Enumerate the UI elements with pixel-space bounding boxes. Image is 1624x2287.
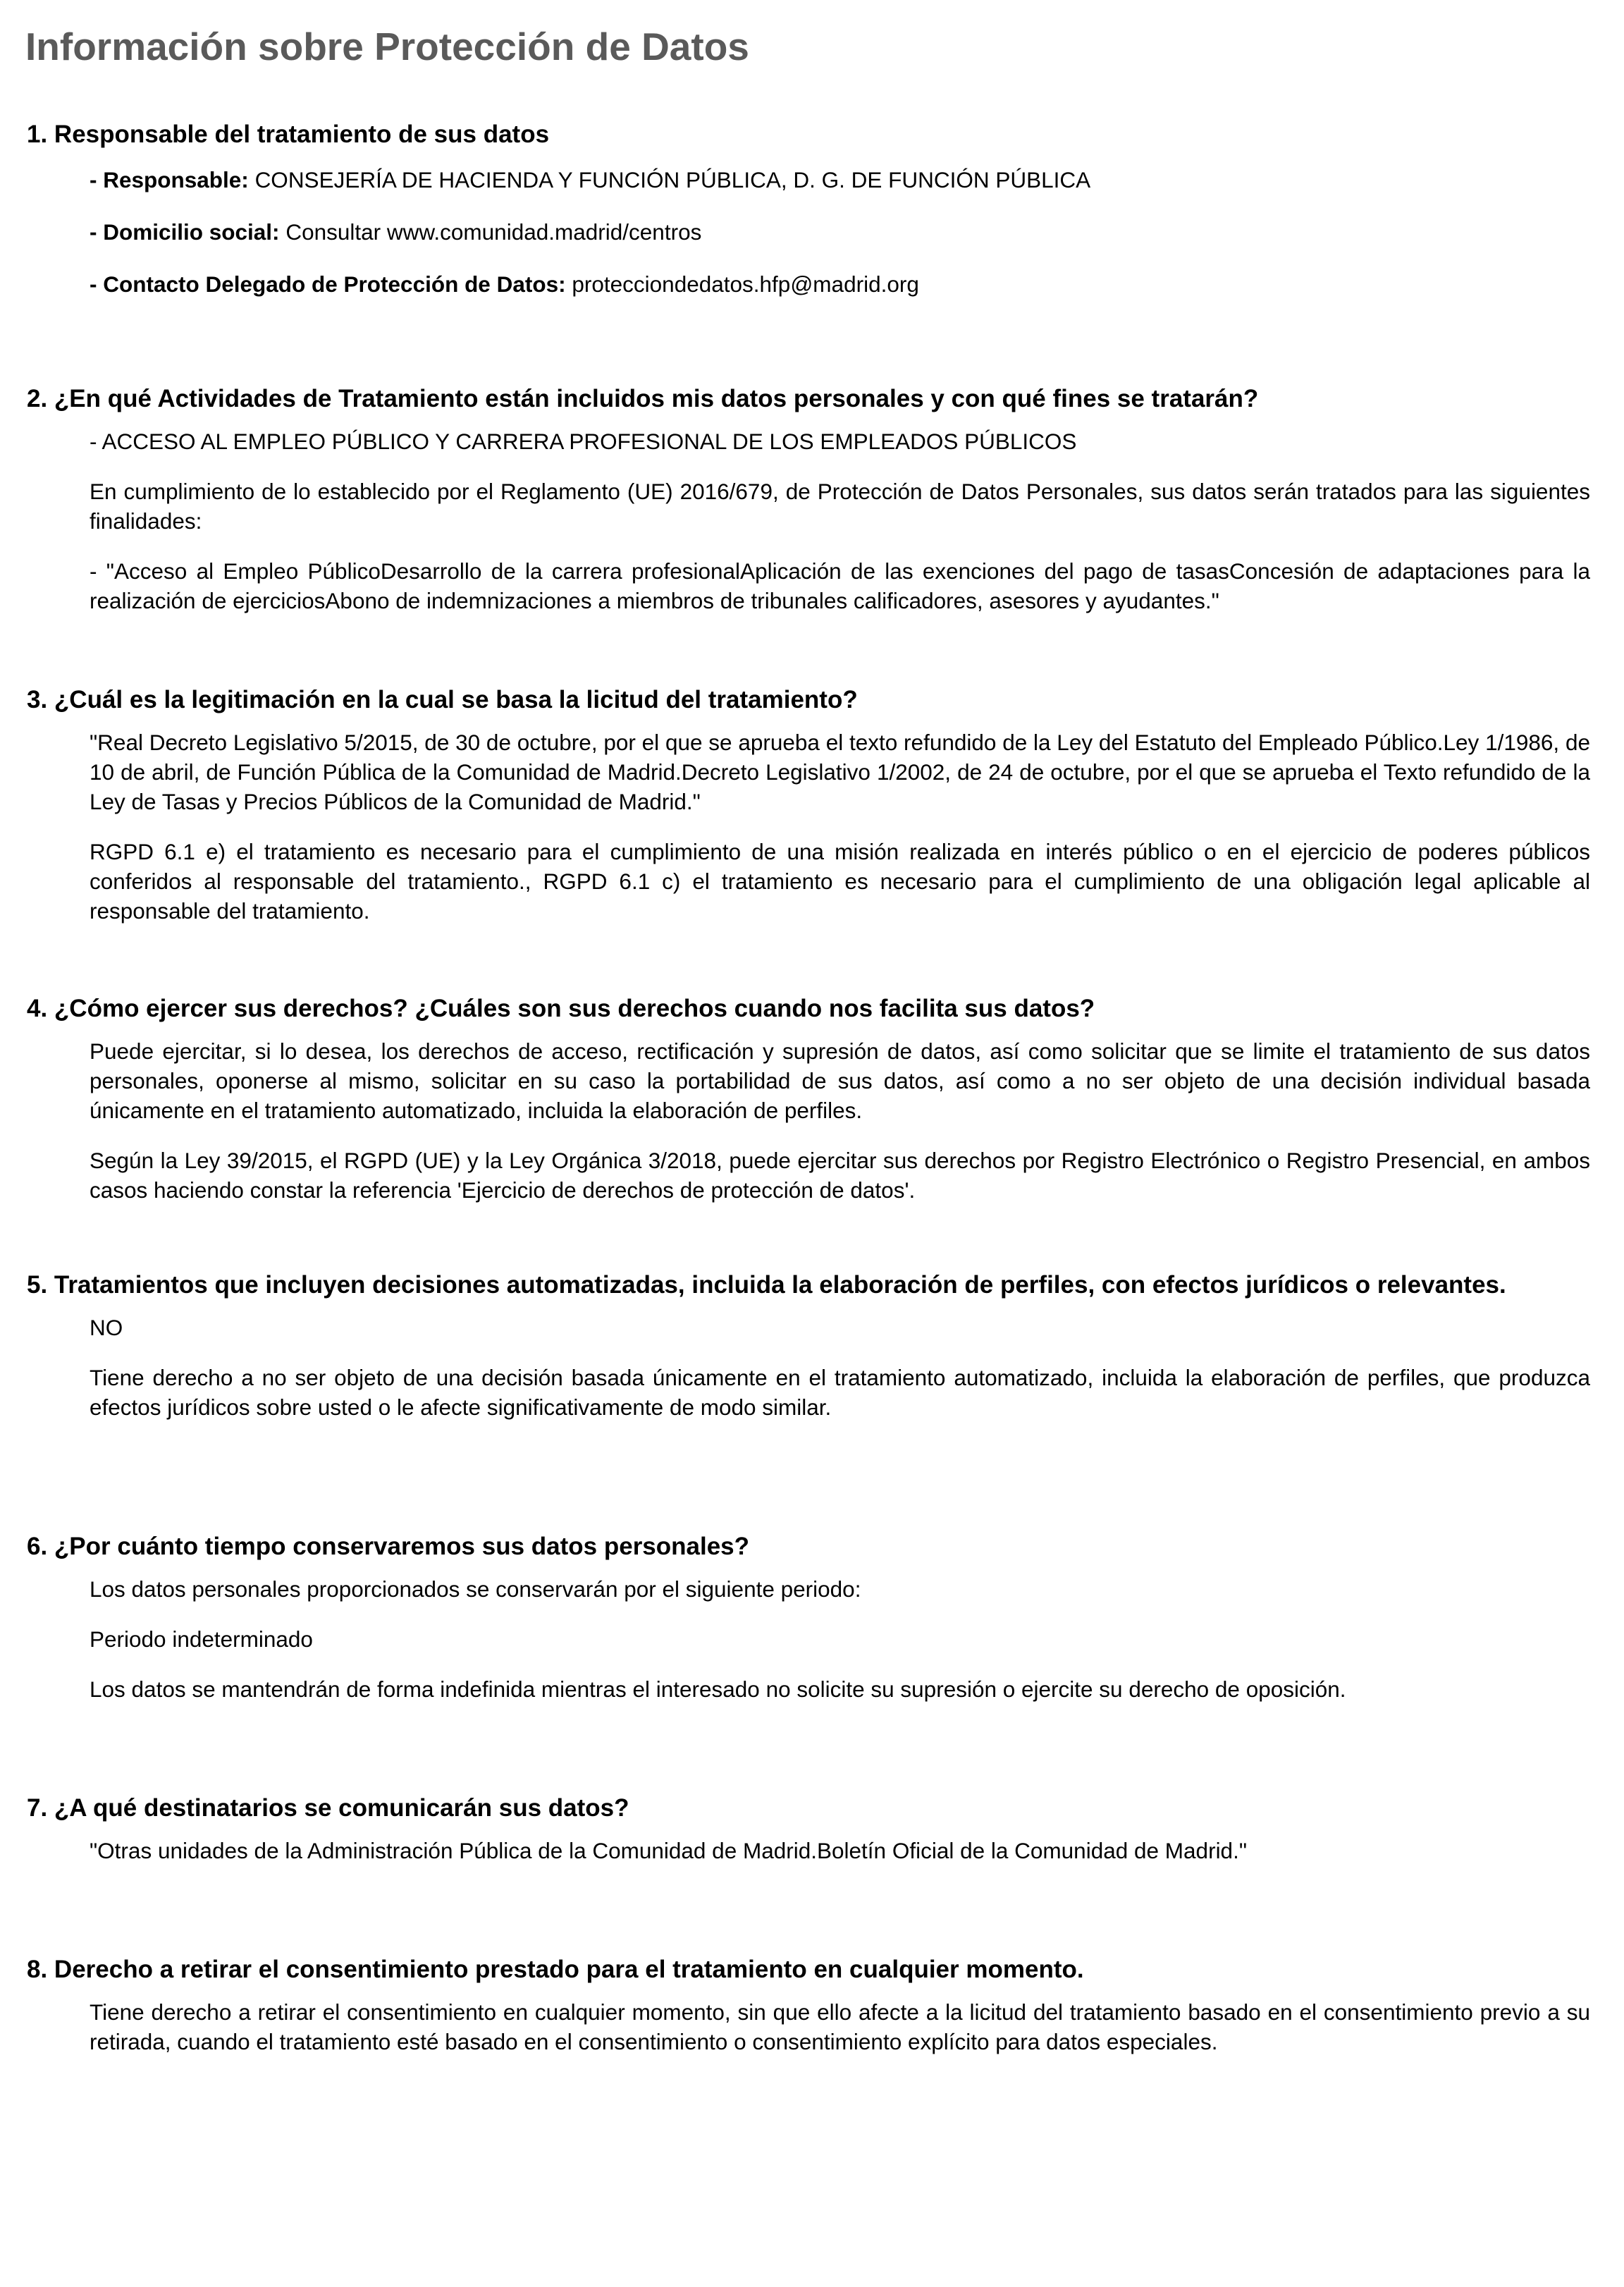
section-responsable: [27, 118, 1590, 299]
section-decisiones-automatizadas: [27, 1269, 1590, 1422]
domicilio-line: [90, 217, 1590, 247]
section-body: [90, 728, 1590, 926]
section-body: [90, 165, 1590, 299]
contacto-dpd-email: protecciondedatos.hfp@madrid.org: [572, 271, 919, 297]
section-heading: 2. ¿En qué Actividades de Tratamiento están incluidos mis datos personales y con qué fines se tratarán?: [27, 385, 1259, 412]
decision-automatizada-derecho: Tiene derecho a no ser objeto de una decisión basada únicamente en el tratamiento automatizado, incluida la elaboración de perfiles, que produzca efectos jurídicos sobre usted o le afecte significativamente de modo similar.: [90, 1365, 1590, 1420]
section-heading: 5. Tratamientos que incluyen decisiones automatizadas, incluida la elaboración de perfiles, con efectos jurídicos o relevantes.: [27, 1271, 1506, 1299]
section-heading: 1. Responsable del tratamiento de sus datos: [27, 121, 550, 148]
section-body: [90, 1574, 1590, 1704]
section-heading: 4. ¿Cómo ejercer sus derechos? ¿Cuáles son sus derechos cuando nos facilita sus datos?: [27, 995, 1095, 1022]
section-derechos: [27, 993, 1590, 1205]
derechos-descripcion: Puede ejercitar, si lo desea, los derechos de acceso, rectificación y supresión de datos, así como solicitar que se limite el tratamiento de sus datos personales, oponerse al mismo, solicitar en su caso la portabilidad de sus datos, así como a no ser objeto de una decisión individual basada únicamente en el tratamiento automatizado, incluida la elaboración de perfiles.: [90, 1038, 1590, 1123]
base-legal-normativa: "Real Decreto Legislativo 5/2015, de 30 de octubre, por el que se aprueba el texto refundido de la Ley del Estatuto del Empleado Público.Ley 1/1986, de 10 de abril, de Función Pública de la Comunidad de Madrid.Decreto Legislativo 1/2002, de 24 de octubre, por el que se aprueba el Texto refundido de la Ley de Tasas y Precios Públicos de la Comunidad de Madrid.": [90, 730, 1590, 814]
derechos-ejercicio: Según la Ley 39/2015, el RGPD (UE) y la Ley Orgánica 3/2018, puede ejercitar sus derechos por Registro Electrónico o Registro Presencial, en ambos casos haciendo constar la referencia 'Ejercicio de derechos de protección de datos'.: [90, 1148, 1590, 1203]
section-conservacion: [27, 1531, 1590, 1704]
retirar-consentimiento-texto: Tiene derecho a retirar el consentimiento en cualquier momento, sin que ello afecte a la licitud del tratamiento basado en el consentimiento previo a su retirada, cuando el tratamiento esté basado en el consentimiento o consentimiento explícito para datos especiales.: [90, 1999, 1590, 2054]
responsable-label: - Responsable:: [90, 167, 249, 192]
section-body: [90, 427, 1590, 615]
section-body: [90, 1997, 1590, 2056]
section-heading: 6. ¿Por cuánto tiempo conservaremos sus datos personales?: [27, 1533, 750, 1560]
conservacion-detalle: Los datos se mantendrán de forma indefinida mientras el interesado no solicite su supresión o ejercite su derecho de oposición.: [90, 1676, 1346, 1702]
contacto-dpd-line: [90, 269, 1590, 299]
section-body: [90, 1836, 1590, 1865]
section-retirar-consentimiento: [27, 1954, 1590, 2056]
section-heading: 8. Derecho a retirar el consentimiento prestado para el tratamiento en cualquier momento.: [27, 1956, 1084, 1983]
responsable-line: [90, 165, 1590, 195]
domicilio-value: Consultar www.comunidad.madrid/centros: [285, 219, 702, 245]
conservacion-periodo: Periodo indeterminado: [90, 1626, 313, 1652]
finalidades-intro: En cumplimiento de lo establecido por el Reglamento (UE) 2016/679, de Protección de Datos Personales, sus datos serán tratados para las siguientes finalidades:: [90, 479, 1590, 534]
section-destinatarios: [27, 1792, 1590, 1865]
section-body: [90, 1313, 1590, 1422]
actividad-tratamiento: - ACCESO AL EMPLEO PÚBLICO Y CARRERA PROFESIONAL DE LOS EMPLEADOS PÚBLICOS: [90, 429, 1077, 454]
destinatarios-lista: "Otras unidades de la Administración Pública de la Comunidad de Madrid.Boletín Oficial de la Comunidad de Madrid.": [90, 1838, 1248, 1863]
base-legal-rgpd: RGPD 6.1 e) el tratamiento es necesario para el cumplimiento de una misión realizada en interés público o en el ejercicio de poderes públicos conferidos al responsable del tratamiento., RGPD 6.1 c) el tratamiento es necesario para el cumplimiento de una obligación legal aplicable al responsable del tratamiento.: [90, 839, 1590, 924]
finalidades-list: - "Acceso al Empleo PúblicoDesarrollo de la carrera profesionalAplicación de las exenciones del pago de tasasConcesión de adaptaciones para la realización de ejerciciosAbono de indemnizaciones a miembros de tribunales calificadores, asesores y ayudantes.": [90, 558, 1590, 613]
decision-automatizada-valor: NO: [90, 1315, 123, 1340]
section-legitimacion: [27, 684, 1590, 926]
section-body: [90, 1036, 1590, 1205]
section-heading: 3. ¿Cuál es la legitimación en la cual se basa la licitud del tratamiento?: [27, 686, 858, 713]
conservacion-intro: Los datos personales proporcionados se conservarán por el siguiente periodo:: [90, 1576, 861, 1602]
contacto-dpd-label: - Contacto Delegado de Protección de Datos:: [90, 271, 566, 297]
section-actividades: [27, 383, 1590, 615]
page-title: Información sobre Protección de Datos: [25, 25, 749, 68]
domicilio-label: - Domicilio social:: [90, 219, 280, 245]
section-heading: 7. ¿A qué destinatarios se comunicarán sus datos?: [27, 1794, 629, 1822]
responsable-value: CONSEJERÍA DE HACIENDA Y FUNCIÓN PÚBLICA, D. G. DE FUNCIÓN PÚBLICA: [254, 167, 1091, 192]
